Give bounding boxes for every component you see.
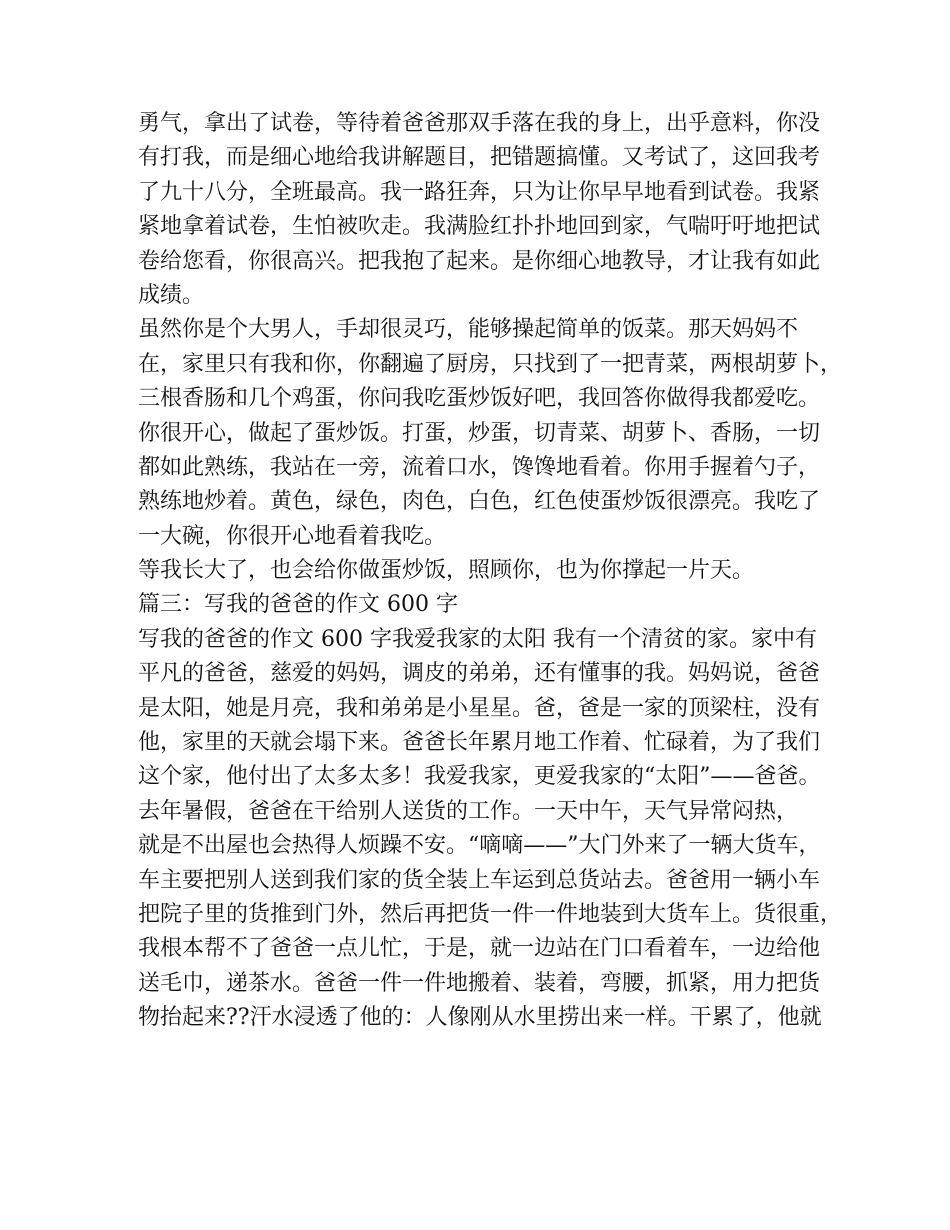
text-line: 有打我，而是细心地给我讲解题目，把错题搞懂。又考试了，这回我考 bbox=[138, 145, 821, 171]
text-line: 虽然你是个大男人，手却很灵巧，能够操起简单的饭菜。那天妈妈不 bbox=[138, 317, 799, 343]
text-line: 一大碗，你很开心地看着我吃。 bbox=[138, 523, 447, 549]
text-line: 去年暑假，爸爸在干给别人送货的工作。一天中午，天气异常闷热， bbox=[138, 798, 799, 824]
text-line: 这个家，他付出了太多太多！我爱我家，更爱我家的“太阳”——爸爸。 bbox=[138, 764, 821, 790]
text-line: 勇气，拿出了试卷，等待着爸爸那双手落在我的身上，出乎意料，你没 bbox=[138, 111, 821, 136]
text-line: 紧地拿着试卷，生怕被吹走。我满脸红扑扑地回到家，气喘吁吁地把试 bbox=[138, 214, 821, 240]
text-line: 熟练地炒着。黄色，绿色，肉色，白色，红色使蛋炒饭很漂亮。我吃了 bbox=[138, 489, 821, 515]
text-line: 物抬起来??汗水浸透了他的：人像刚从水里捞出来一样。干累了，他就 bbox=[138, 1005, 822, 1031]
text-line: 是太阳，她是月亮，我和弟弟是小星星。爸，爸是一家的顶梁柱，没有 bbox=[138, 695, 821, 721]
text-line: 就是不出屋也会热得人烦躁不安。“嘀嘀——”大门外来了一辆大货车， bbox=[138, 833, 821, 859]
text-line: 平凡的爸爸，慈爱的妈妈，调皮的弟弟，还有懂事的我。妈妈说，爸爸 bbox=[138, 661, 821, 687]
text-line: 等我长大了，也会给你做蛋炒饭，照顾你，也为你撑起一片天。 bbox=[138, 558, 755, 584]
text-line: 我根本帮不了爸爸一点儿忙，于是，就一边站在门口看着车，一边给他 bbox=[138, 936, 821, 962]
text-line: 他，家里的天就会塌下来。爸爸长年累月地工作着、忙碌着，为了我们 bbox=[138, 730, 821, 756]
text-line: 在，家里只有我和你，你翻遍了厨房，只找到了一把青菜，两根胡萝卜， bbox=[138, 351, 843, 377]
text-line: 送毛巾，递茶水。爸爸一件一件地搬着、装着，弯腰，抓紧，用力把货 bbox=[138, 970, 821, 996]
text-line: 车主要把别人送到我们家的货全装上车运到总货站去。爸爸用一辆小车 bbox=[138, 867, 821, 893]
text-line: 卷给您看，你很高兴。把我抱了起来。是你细心地教导，才让我有如此 bbox=[138, 248, 821, 274]
document-body bbox=[138, 107, 843, 1036]
text-line: 写我的爸爸的作文 600 字我爱我家的太阳 我有一个清贫的家。家中有 bbox=[138, 626, 817, 652]
text-line: 都如此熟练，我站在一旁，流着口水，馋馋地看着。你用手握着勺子， bbox=[138, 454, 821, 480]
text-line: 你很开心，做起了蛋炒饭。打蛋，炒蛋，切青菜、胡萝卜、香肠，一切 bbox=[138, 420, 821, 446]
text-line: 三根香肠和几个鸡蛋，你问我吃蛋炒饭好吧，我回答你做得我都爱吃。 bbox=[138, 386, 821, 412]
text-line: 成绩。 bbox=[138, 282, 205, 308]
section-heading: 篇三：写我的爸爸的作文 600 字 bbox=[138, 592, 458, 618]
text-line: 把院子里的货推到门外，然后再把货一件一件地装到大货车上。货很重， bbox=[138, 901, 843, 927]
text-line: 了九十八分，全班最高。我一路狂奔，只为让你早早地看到试卷。我紧 bbox=[138, 179, 821, 205]
